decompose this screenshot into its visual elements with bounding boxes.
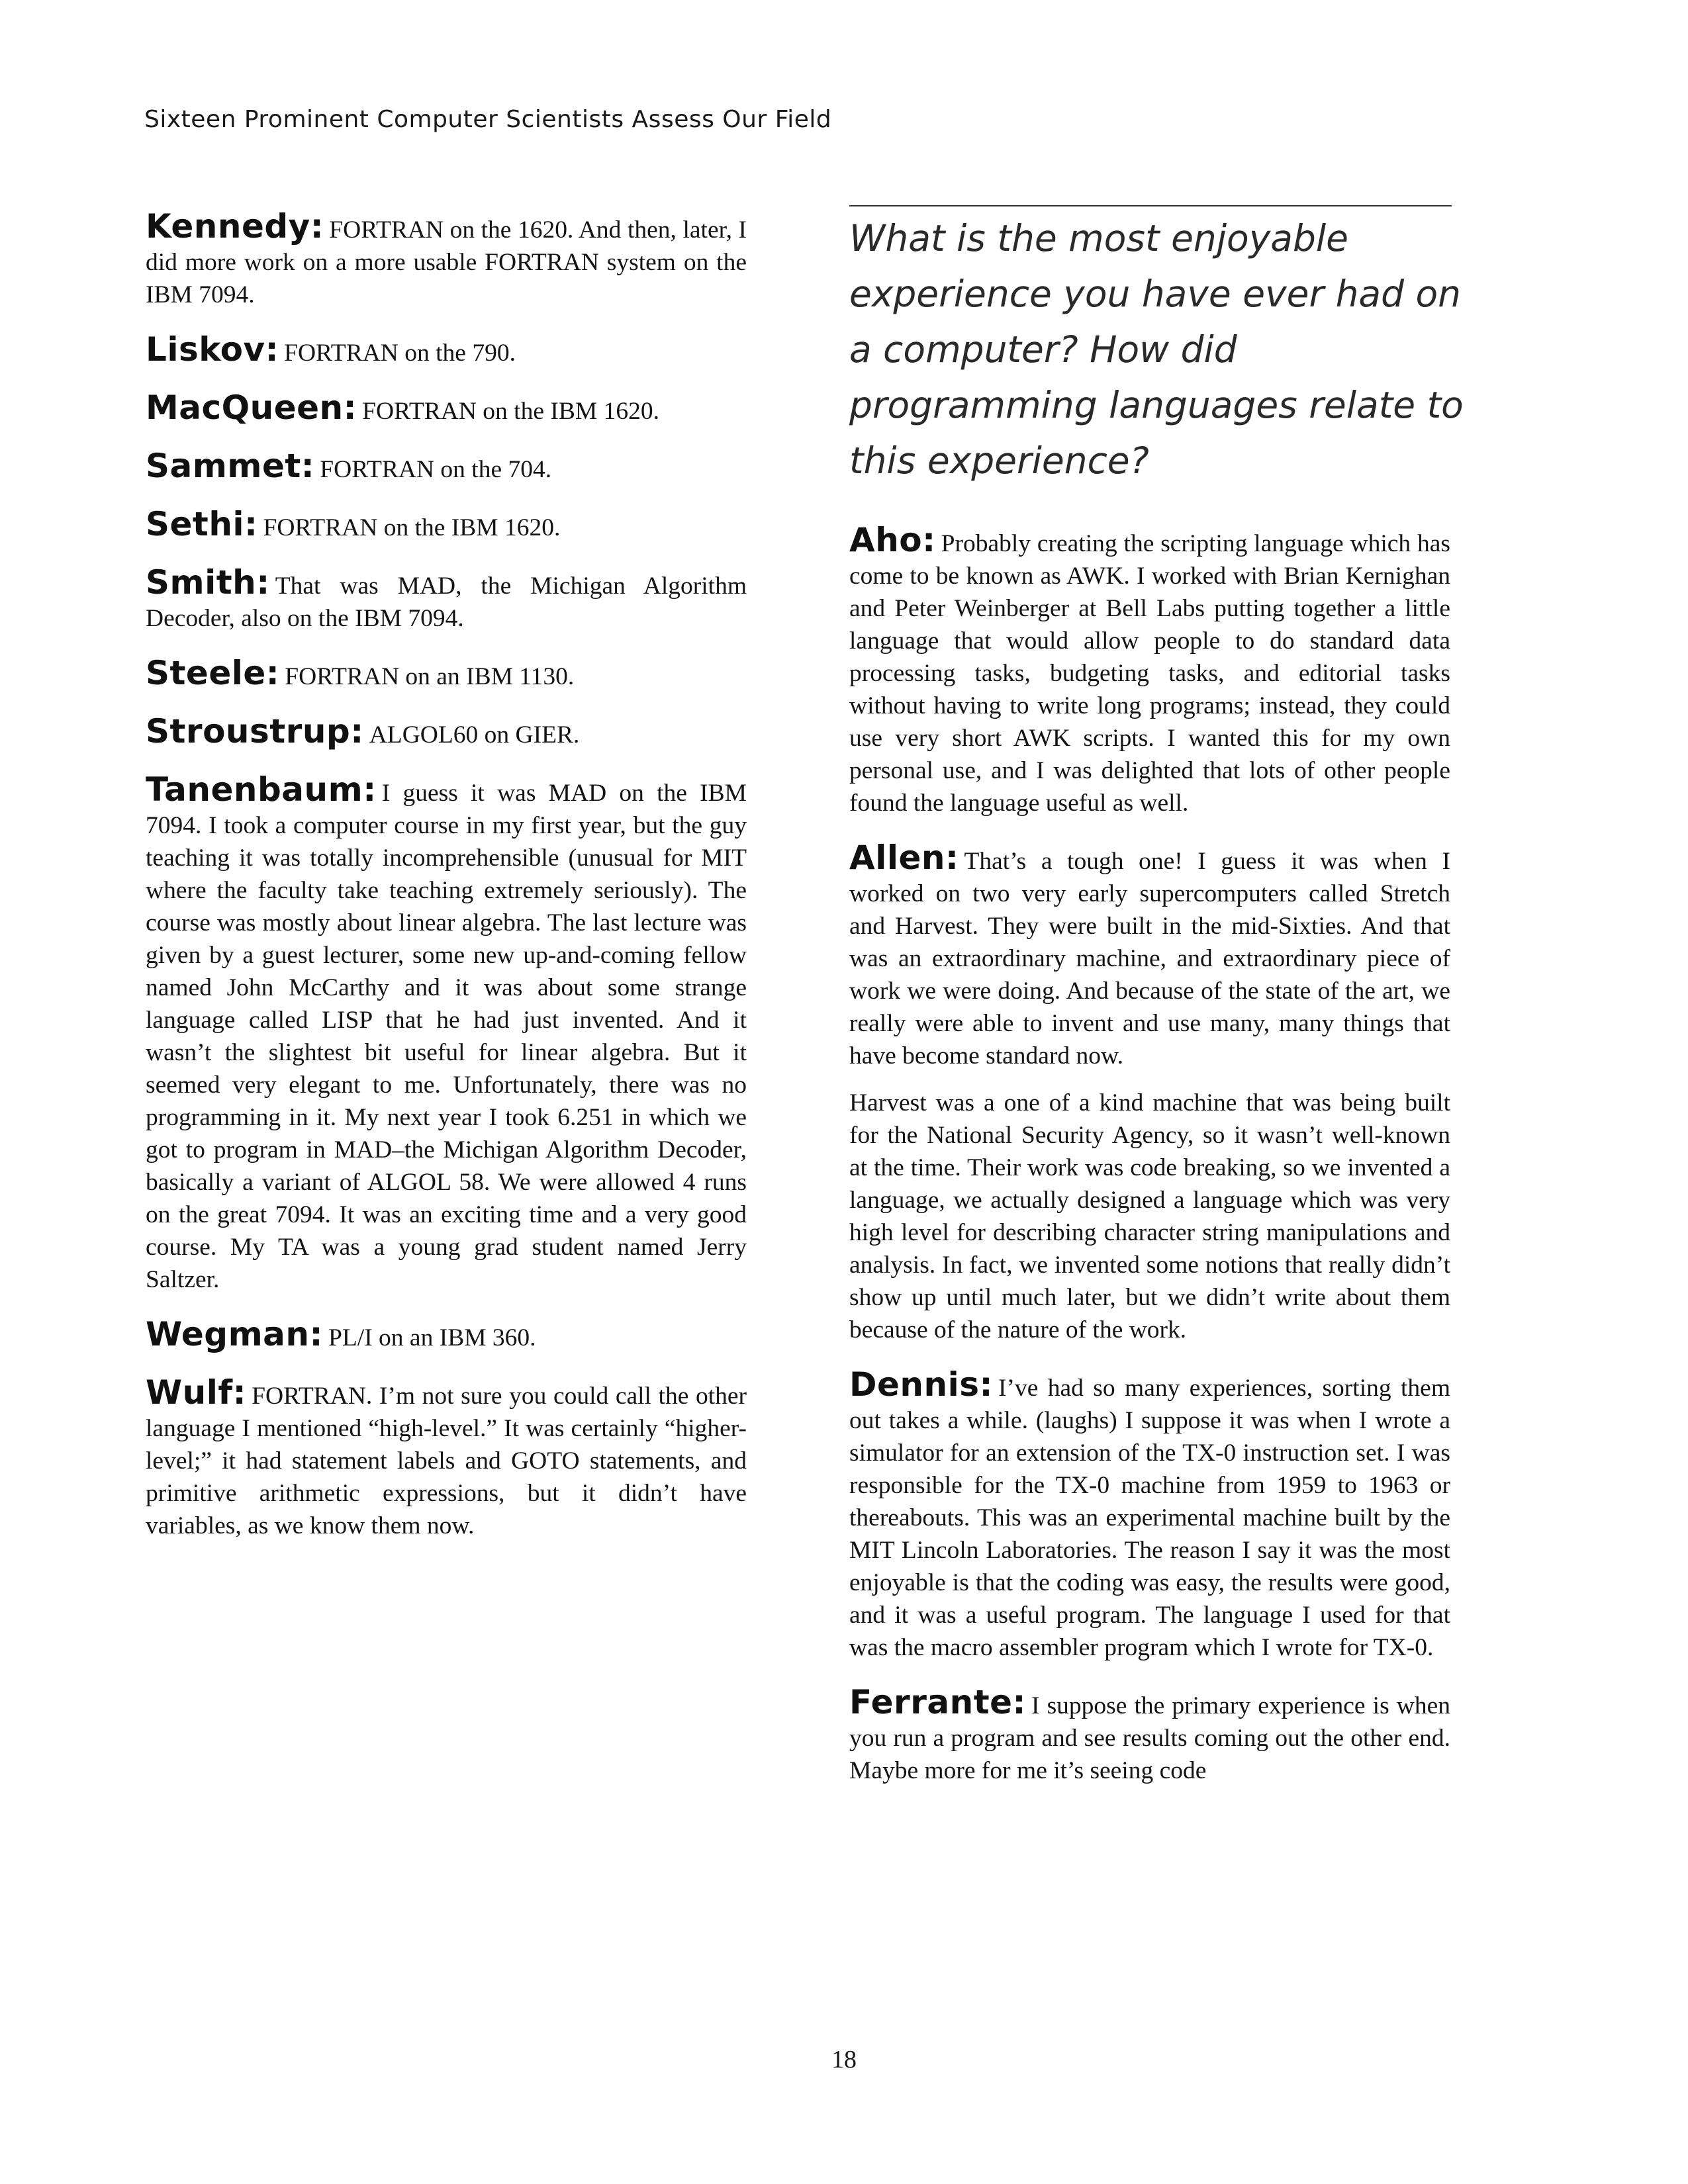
answer-entry [849,521,1450,819]
answer-entry [849,1365,1450,1664]
right-column [849,521,1450,1809]
answer-text: Probably creating the scripting language which has come to be known as AWK. I worked with Brian Kernighan and Peter Weinberger at Bell Labs putting together a little language that would allow people to do standard data processing tasks, budgeting tasks, and editorial tasks without having to write long programs; instead, they could use very short AWK scripts. I wanted this for my own personal use, and I was delighted that lots of other people found the language useful as well. [849,530,1450,817]
left-column [146,207,747,1565]
answer-entry [146,563,747,635]
answer-text: I’ve had so many experiences, sorting them out takes a while. (laughs) I suppose it was when I wrote a simulator for an extension of the TX-0 instruction set. I was responsible for the TX-0 machine from 1959 to 1963 or thereabouts. This was an experimental machine built by the MIT Lincoln Laboratories. The reason I say it was the most enjoyable is that the coding was easy, the results were good, and it was a useful program. The language I used for that was the macro assembler program which I wrote for TX-0. [849,1375,1450,1661]
speaker-name: Wulf: [146,1373,247,1412]
speaker-name: Aho: [849,521,936,559]
speaker-name: Smith: [146,563,270,602]
speaker-name: Sammet: [146,447,315,485]
answer-entry [146,654,747,693]
answer-text: PL/I on an IBM 360. [328,1324,536,1351]
answer-text: FORTRAN. I’m not sure you could call the other language I mentioned “high-level.” It was certainly “higher-level;” it had statement labels and GOTO statements, and primitive arithmetic expressions, but it didn’t have variables, as we know them now. [146,1383,747,1539]
answer-entry [146,447,747,486]
speaker-name: Wegman: [146,1315,324,1353]
speaker-name: Liskov: [146,330,279,369]
answer-text: ALGOL60 on GIER. [369,721,580,749]
question-heading: What is the most enjoyable experience you have ever had on a computer? How did programming languages relate to this experience? [849,217,1464,482]
speaker-name: Tanenbaum: [146,770,377,809]
speaker-name: Sethi: [146,505,258,543]
speaker-name: Kennedy: [146,207,324,246]
answer-text: FORTRAN on the IBM 1620. [263,514,561,541]
answer-text: Harvest was a one of a kind machine that was being built for the National Security Agency, so it wasn’t well-known at the time. Their work was code breaking, so we invented a language, we actually designed a language which was very high level for describing character string manipulations and analysis. In fact, we invented some notions that really didn’t show up until much later, but we didn’t write about them because of the nature of the work. [849,1089,1450,1343]
question-rule [849,205,1452,206]
answer-entry [146,330,747,369]
answer-text: That’s a tough one! I guess it was when I worked on two very early supercomputers called Stretch and Harvest. They were built in the mid-Sixties. And that was an extraordinary machine, and extraordinary piece of work we were doing. And because of the state of the art, we really were able to invent and use many, many things that have become standard now. [849,848,1450,1069]
answer-text: I suppose the primary experience is when you run a program and see results coming out the other end. Maybe more for me it’s seeing code [849,1692,1450,1784]
answer-text: That was MAD, the Michigan Algorithm Decoder, also on the IBM 7094. [146,572,747,632]
answer-entry [146,770,747,1296]
answer-text: FORTRAN on the 790. [284,340,516,367]
answer-text: FORTRAN on the IBM 1620. [362,398,659,425]
speaker-name: MacQueen: [146,388,357,427]
answer-text: FORTRAN on the 704. [320,456,552,483]
answer-text: FORTRAN on an IBM 1130. [285,663,575,690]
answer-text: I guess it was MAD on the IBM 7094. I took a computer course in my first year, but the guy teaching it was totally incomprehensible (unusual for MIT where the faculty take teaching extremely seriously). The course was mostly about linear algebra. The last lecture was given by a guest lecturer, some new up-and-coming fellow named John McCarthy and it was about some strange language called LISP that he had just invented. And it wasn’t the slightest bit useful for linear algebra. But it seemed very elegant to me. Unfortunately, there was no programming in it. My next year I took 6.251 in which we got to program in MAD–the Michigan Algorithm Decoder, basically a variant of ALGOL 58. We were allowed 4 runs on the great 7094. It was an exciting time and a very good course. My TA was a young grad student named Jerry Saltzer. [146,780,747,1293]
answer-text: FORTRAN on the 1620. And then, later, I did more work on a more usable FORTRAN system on the IBM 7094. [146,216,747,308]
speaker-name: Steele: [146,654,280,692]
answer-entry [146,1315,747,1354]
speaker-name: Stroustrup: [146,712,364,751]
answer-entry [146,207,747,311]
speaker-name: Allen: [849,839,959,877]
speaker-name: Ferrante: [849,1683,1026,1721]
answer-entry [849,1683,1450,1787]
answer-entry [146,1373,747,1542]
answer-entry [849,839,1450,1346]
running-title: Sixteen Prominent Computer Scientists Assess Our Field [144,106,832,133]
speaker-name: Dennis: [849,1365,994,1404]
answer-entry [146,505,747,544]
answer-entry [146,388,747,428]
answer-entry [146,712,747,751]
page-number: 18 [831,2046,857,2073]
